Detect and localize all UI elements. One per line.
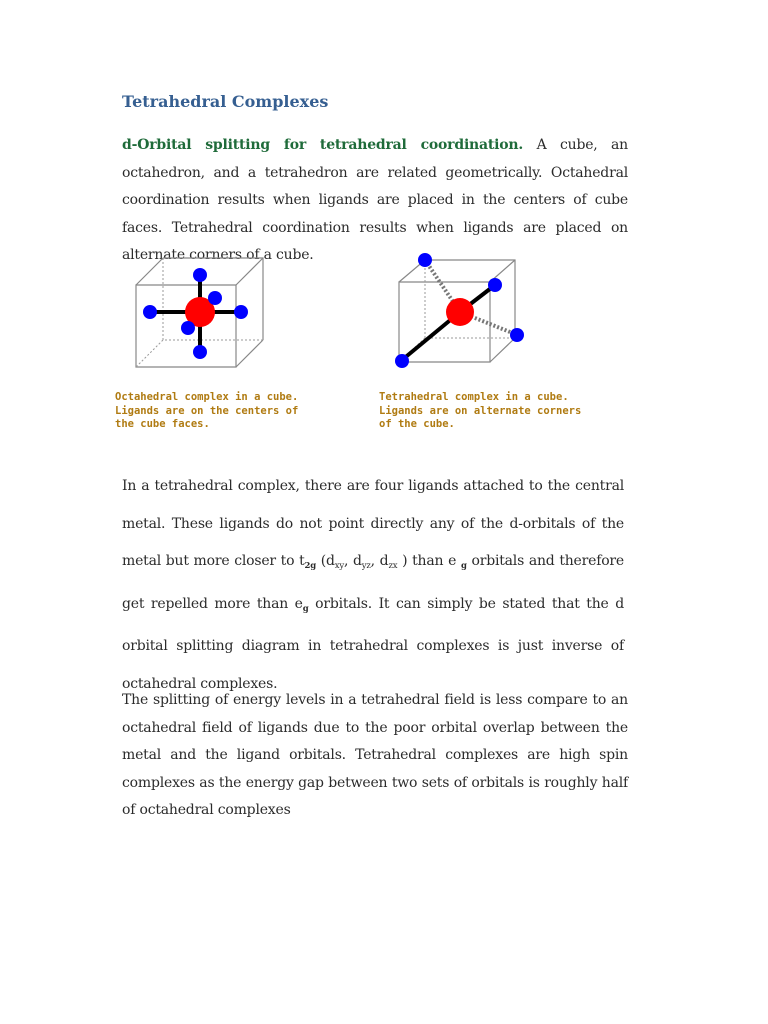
intro-text: A cube, an octahedron, and a tetrahedron are related geometrically. Octahedral coordination results when ligands are placed in the centers of cube faces. Tetrahedral coordination results when ligands are placed on alternate corners of a cube. — [122, 137, 628, 263]
ligand-atom — [181, 321, 195, 335]
paragraph-ligands — [122, 468, 624, 703]
paragraph-text: (d — [316, 553, 335, 569]
paragraph-text: orbitals. It can simply be stated that the d orbital splitting diagram in tetrahedral complexes is just inverse of octahedral complexes. — [122, 595, 624, 692]
section-heading: Tetrahedral Complexes — [122, 92, 329, 111]
octahedral-caption: Octahedral complex in a cube. Ligands are on the centers of the cube faces. — [115, 391, 299, 430]
subscript: yz — [361, 561, 371, 571]
ligand-atom — [234, 305, 248, 319]
tetrahedral-caption: Tetrahedral complex in a cube. Ligands are on alternate corners of the cube. — [379, 391, 582, 430]
paragraph-text: , d — [344, 553, 362, 569]
ligand-atom — [418, 253, 432, 267]
ligand-atom — [143, 305, 157, 319]
subscript: 2g — [304, 561, 316, 571]
ligand-atom — [208, 291, 222, 305]
paragraph-text: ) than e — [397, 553, 461, 569]
subscript: g — [460, 561, 467, 571]
paragraph-text: , d — [370, 553, 389, 569]
intro-lead: d-Orbital splitting for tetrahedral coordination. — [122, 137, 524, 153]
subscript: g — [302, 603, 309, 614]
octahedral-cube-figure — [128, 250, 273, 370]
paragraph-splitting: The splitting of energy levels in a tetrahedral field is less compare to an octahedral field of ligands due to the poor orbital overlap between the metal and the ligand orbitals. Tetrahedral complexes are high spin complexes as the energy gap between two sets of orbitals is roughly half of octahedral complexes — [122, 692, 628, 818]
subscript: zx — [388, 561, 398, 571]
paragraph-text: In a tetrahedral complex, there are four ligands attached to the central metal. These ligands do not point directly any of the d-orbitals of the metal but more closer to — [122, 478, 624, 569]
subscript: xy — [334, 561, 344, 571]
metal-atom — [446, 298, 474, 326]
ligand-atom — [395, 354, 409, 368]
ligand-atom — [510, 328, 524, 342]
ligand-atom — [193, 268, 207, 282]
paragraph-text: orbitals and therefore get repelled more than e — [122, 553, 625, 612]
tetrahedral-cube-figure — [385, 250, 535, 372]
intro-paragraph — [122, 132, 628, 270]
ligand-atom — [193, 345, 207, 359]
paragraph-text: t — [299, 553, 305, 569]
ligand-atom — [488, 278, 502, 292]
